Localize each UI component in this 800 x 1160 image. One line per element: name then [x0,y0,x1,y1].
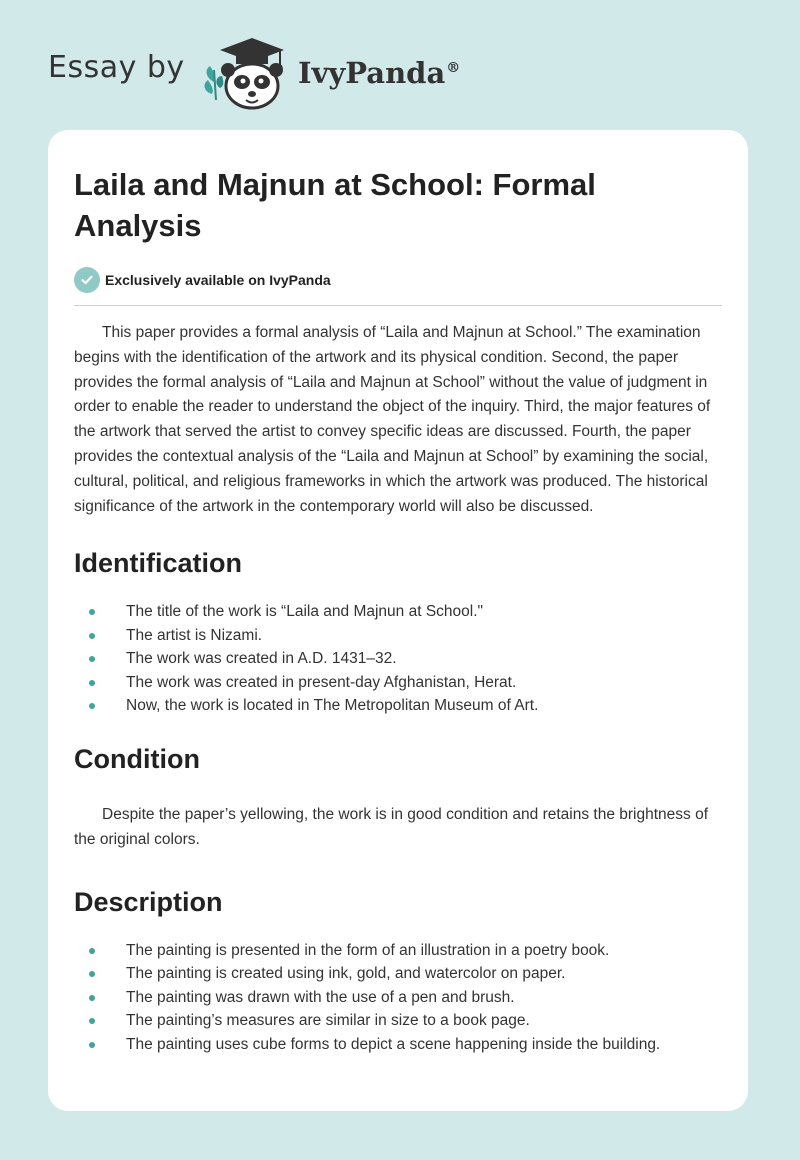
bullet-dot-icon [89,1042,95,1048]
list-item: The painting’s measures are similar in size to a book page. [74,1009,722,1032]
divider [74,305,722,306]
site-header [0,0,800,130]
list-item: The artist is Nizami. [74,624,722,647]
bullet-dot-icon [89,971,95,977]
section-heading-condition: Condition [74,744,200,775]
condition-paragraph: Despite the paper’s yellowing, the work is in good condition and retains the brightness of the original colors. [74,806,709,849]
description-list [74,939,722,1056]
essay-by-label: Essay by [48,50,185,85]
section-heading-description: Description [74,887,223,917]
page-title: Laila and Majnun at School: Formal Analysis [74,167,596,243]
panda-logo-icon[interactable] [200,32,296,112]
list-item: The painting uses cube forms to depict a scene happening inside the building. [74,1033,722,1056]
list-item: The painting is created using ink, gold, and watercolor on paper. [74,962,722,985]
bullet-dot-icon [89,633,95,639]
bullet-dot-icon [89,1018,95,1024]
bullet-dot-icon [89,948,95,954]
intro-paragraph: This paper provides a formal analysis of “Laila and Majnun at School.” The examination begins with the identification of the artwork and its physical condition. Second, the paper provides the formal analysis of “Laila and Majnun at School” without the value of judgment in order to enable the reader to understand the object of the inquiry. Third, the major features of the artwork that served the artist to convey specific ideas are discussed. Fourth, the paper provides the contextual analysis of the “Laila and Majnun at School” by examining the social, cultural, political, and religious frameworks in which the artwork was produced. The historical significance of the artwork in the contemporary world will also be discussed. [74,324,711,515]
list-item: The title of the work is “Laila and Majnun at School." [74,600,722,623]
list-item: Now, the work is located in The Metropolitan Museum of Art. [74,694,722,717]
list-item: The work was created in present-day Afghanistan, Herat. [74,671,722,694]
identification-list [74,600,722,717]
brand-name[interactable]: IvyPanda® [298,56,461,90]
list-item: The painting was drawn with the use of a pen and brush. [74,986,722,1009]
exclusive-text: Exclusively available on IvyPanda [105,272,331,288]
list-item: The work was created in A.D. 1431–32. [74,647,722,670]
bullet-dot-icon [89,680,95,686]
bullet-dot-icon [89,656,95,662]
section-heading-identification: Identification [74,548,242,579]
check-circle-icon [74,267,100,293]
bullet-dot-icon [89,995,95,1001]
bullet-dot-icon [89,703,95,709]
exclusive-badge [74,267,722,293]
article-card [48,130,748,1111]
bullet-dot-icon [89,609,95,615]
list-item: The painting is presented in the form of an illustration in a poetry book. [74,939,722,962]
